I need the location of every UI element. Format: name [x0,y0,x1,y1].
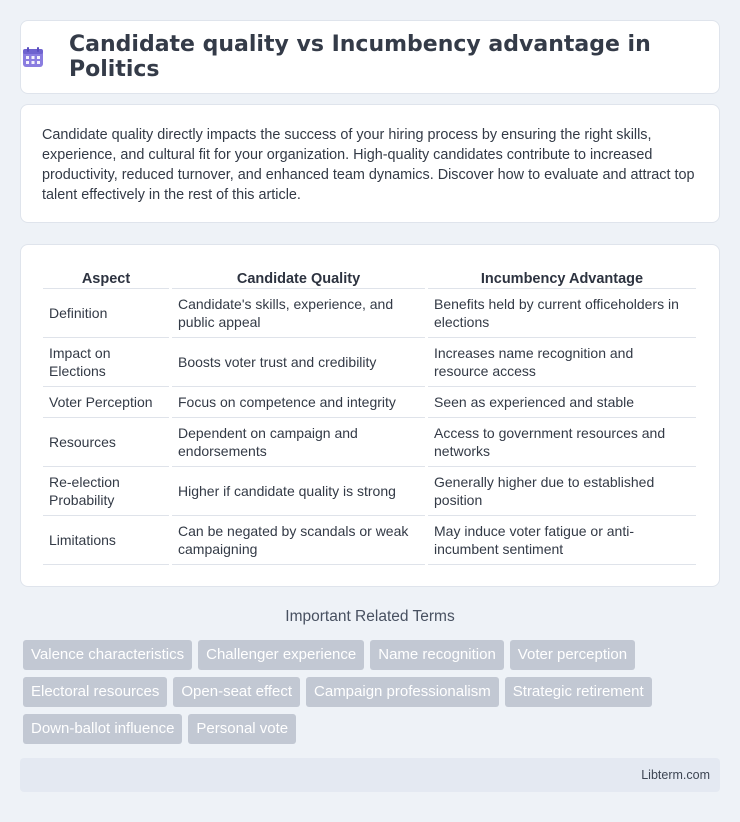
table-cell: Dependent on campaign and endorsements [172,418,425,467]
table-cell: May induce voter fatigue or anti-incumbent sentiment [428,516,696,565]
calendar-icon [21,45,45,69]
table-row [43,387,696,418]
table-cell: Limitations [43,516,169,565]
intro-card [20,104,720,223]
related-term-tag[interactable]: Electoral resources [23,677,167,707]
related-term-tag[interactable]: Challenger experience [198,640,364,670]
table-header-row [43,265,696,289]
footer [20,758,720,792]
table-cell: Benefits held by current officeholders in elections [428,289,696,338]
table-row [43,338,696,387]
table-cell: Impact on Elections [43,338,169,387]
table-cell: Definition [43,289,169,338]
table-cell: Generally higher due to established position [428,467,696,516]
page-title: Candidate quality vs Incumbency advantage in Politics [69,32,651,82]
table-cell: Increases name recognition and resource access [428,338,696,387]
table-cell: Re-election Probability [43,467,169,516]
header-candidate-quality: Candidate Quality [172,265,425,289]
related-term-tag[interactable]: Personal vote [188,714,296,744]
related-term-tag[interactable]: Campaign professionalism [306,677,499,707]
comparison-table [40,265,699,565]
related-terms-list [23,640,717,751]
table-cell: Voter Perception [43,387,169,418]
related-term-tag[interactable]: Valence characteristics [23,640,192,670]
related-term-tag[interactable]: Open-seat effect [173,677,300,707]
comparison-card [20,244,720,587]
header-incumbency-advantage: Incumbency Advantage [428,265,696,289]
related-terms-title: Important Related Terms [285,608,455,625]
related-term-tag[interactable]: Name recognition [370,640,504,670]
title-card [20,20,720,94]
table-row [43,467,696,516]
intro-text: Candidate quality directly impacts the success of your hiring process by ensuring the right skills, experience, and cultural fit for your organization. High-quality candidates contribute to increased productivity, reduced turnover, and enhanced team dynamics. Discover how to evaluate and attract top talent effectively in the rest of this article. [42,127,695,203]
related-term-tag[interactable]: Strategic retirement [505,677,652,707]
table-cell: Higher if candidate quality is strong [172,467,425,516]
table-row [43,418,696,467]
table-cell: Access to government resources and networks [428,418,696,467]
table-cell: Focus on competence and integrity [172,387,425,418]
related-term-tag[interactable]: Voter perception [510,640,635,670]
header-aspect: Aspect [43,265,169,289]
table-cell: Candidate's skills, experience, and public appeal [172,289,425,338]
table-cell: Resources [43,418,169,467]
table-row [43,289,696,338]
table-cell: Boosts voter trust and credibility [172,338,425,387]
table-row [43,516,696,565]
table-cell: Can be negated by scandals or weak campaigning [172,516,425,565]
related-term-tag[interactable]: Down-ballot influence [23,714,182,744]
table-cell: Seen as experienced and stable [428,387,696,418]
footer-brand[interactable]: Libterm.com [641,768,710,782]
title-wrap [21,32,719,82]
